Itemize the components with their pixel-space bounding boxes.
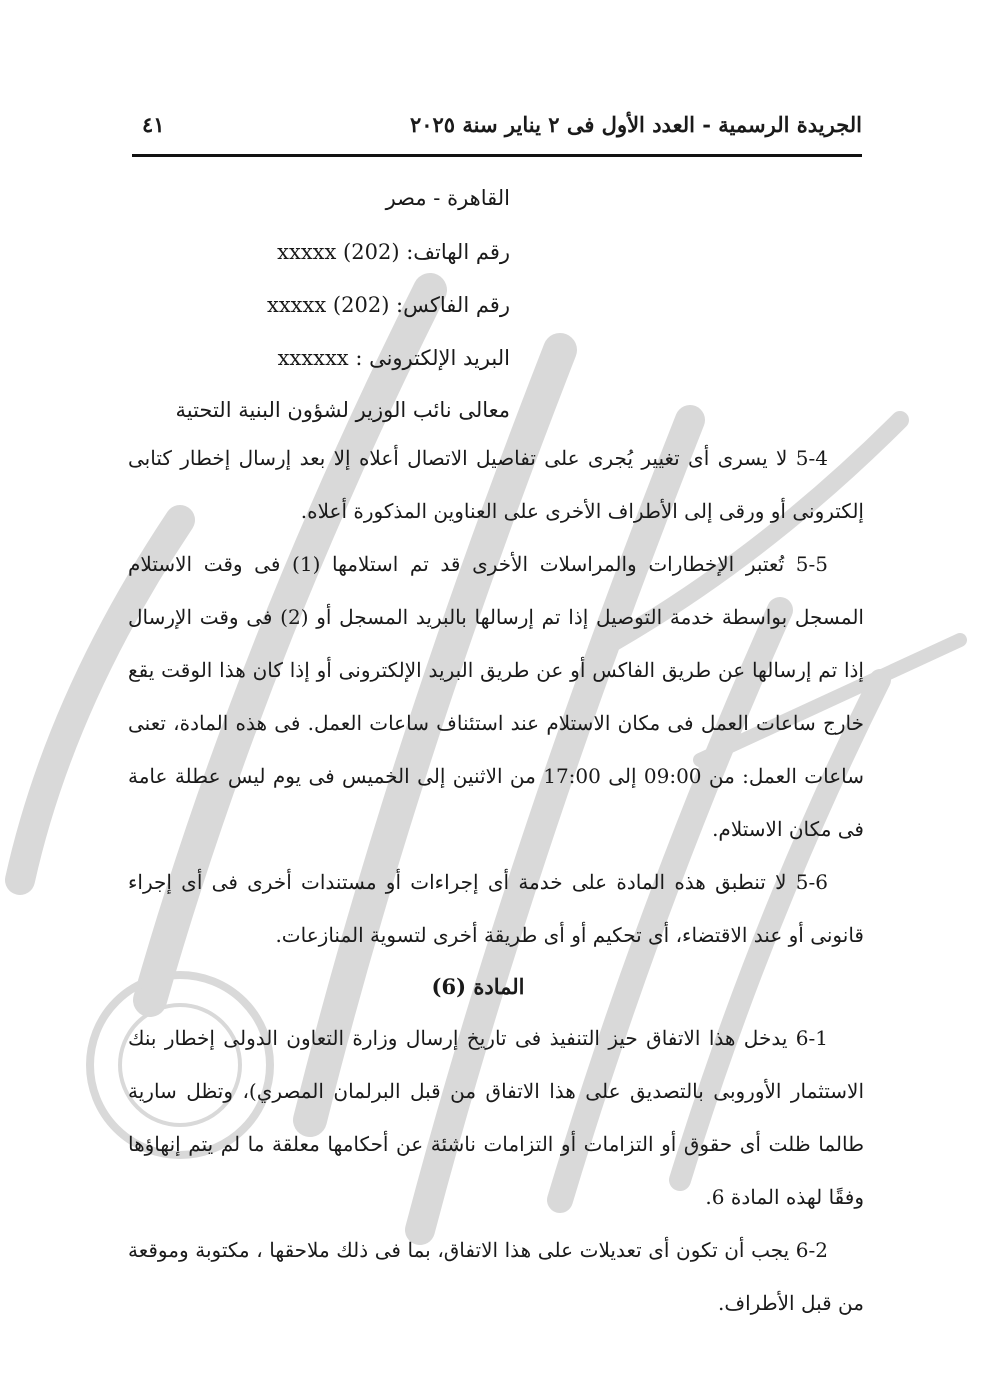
address-city: القاهرة - مصر bbox=[385, 186, 510, 210]
clause-6-1: 6-1 يدخل هذا الاتفاق حيز التنفيذ فى تاريخ إرسال وزارة التعاون الدولى إخطار بنك الاستثمار الأوروبى بالتصديق على هذا الاتفاق من قبل البرلمان المصري)، وتظل سارية طالما ظلت أى حقوق أو التزامات أو التزامات ناشئة عن أحكامها معلقة ما لم يتم إنهاؤها وفقًا لهذه المادة 6. bbox=[128, 1026, 864, 1209]
address-fax: رقم الفاكس: (202) xxxxx bbox=[267, 293, 510, 317]
article-6-heading: المادة (6) bbox=[431, 974, 525, 999]
clause-5-5: 5-5 تُعتبر الإخطارات والمراسلات الأخرى قد تم استلامها (1) فى وقت الاستلام المسجل بواسطة خدمة التوصيل إذا تم إرسالها بالبريد المسجل أو (2) فى وقت الإرسال إذا تم إرسالها عن طريق الفاكس أو عن طريق البريد الإلكترونى أو إذا كان هذا الوقت يقع خارج ساعات العمل فى مكان الاستلام عند استئناف ساعات العمل. فى هذه المادة، تعنى ساعات العمل: من 09:00 إلى 17:00 من الاثنين إلى الخميس فى يوم ليس عطلة عامة فى مكان الاستلام. bbox=[128, 552, 864, 841]
address-email: البريد الإلكترونى : xxxxxx bbox=[277, 346, 510, 370]
gazette-title: الجريدة الرسمية - العدد الأول فى ٢ يناير سنة ٢٠٢٥ bbox=[409, 112, 862, 137]
clause-5-4: 5-4 لا يسرى أى تغيير يُجرى على تفاصيل الاتصال أعلاه إلا بعد إرسال إخطار كتابى إلكترونى أو ورقى إلى الأطراف الأخرى على العناوين المذكورة أعلاه. bbox=[128, 446, 864, 523]
page-header bbox=[132, 112, 862, 152]
document-body bbox=[128, 432, 864, 1330]
clause-6-2: 6-2 يجب أن تكون أى تعديلات على هذا الاتفاق، بما فى ذلك ملاحقها ، مكتوبة وموقعة من قبل الأطراف. bbox=[128, 1238, 864, 1315]
header-divider bbox=[132, 154, 862, 157]
clause-5-6: 5-6 لا تنطبق هذه المادة على خدمة أى إجراءات أو مستندات أخرى فى أى إجراء قانونى أو عند الاقتضاء، أى تحكيم أو أى طريقة أخرى لتسوية المنازعات. bbox=[128, 870, 864, 947]
address-phone: رقم الهاتف: (202) xxxxx bbox=[277, 240, 510, 264]
page-number: ٤١ bbox=[142, 112, 165, 137]
address-recipient: معالى نائب الوزير لشؤون البنية التحتية bbox=[175, 398, 510, 422]
